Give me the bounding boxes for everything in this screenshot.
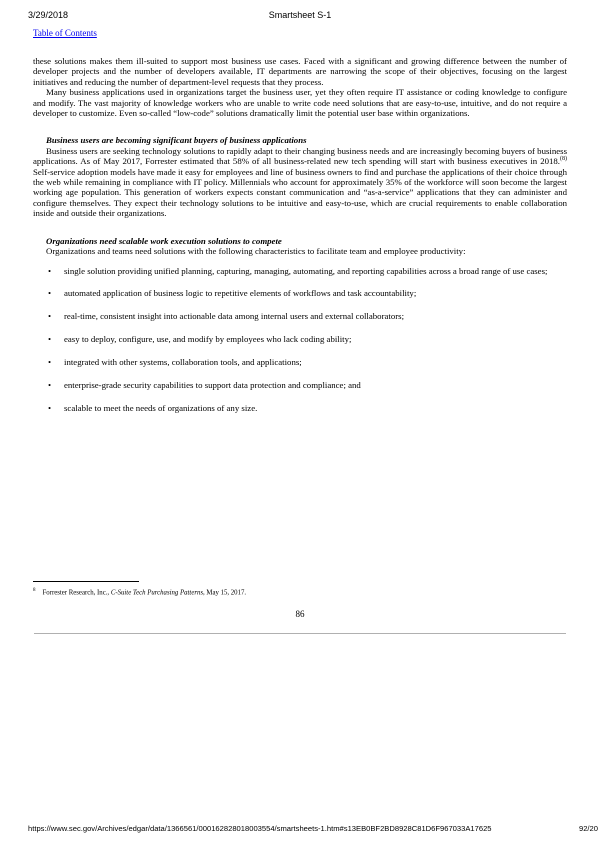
footnote-marker: 8 — [33, 588, 36, 593]
bullet-icon: • — [48, 402, 52, 413]
list-item — [33, 266, 567, 276]
page-bottom-divider — [34, 633, 566, 634]
list-item-text: integrated with other systems, collaboration tools, and applications; — [64, 357, 302, 368]
footnote-text: , May 15, 2017. — [203, 589, 247, 597]
page-number: 86 — [295, 609, 305, 619]
print-header-title: Smartsheet S-1 — [268, 10, 332, 20]
print-header-date: 3/29/2018 — [28, 10, 69, 20]
list-item — [33, 311, 567, 321]
paragraph-text: Business users are seeking technology solutions to rapidly adapt to their changing business needs and are increasingly becoming buyers of business applications. As of May 2017, Forrester estimated that 58% of all business-related new tech spending will start with business executives in 2018. — [33, 145, 567, 167]
list-item — [33, 357, 567, 367]
bullet-icon: • — [48, 334, 52, 345]
footnote-divider — [33, 581, 139, 582]
list-item — [33, 334, 567, 344]
bullet-icon: • — [48, 265, 52, 276]
footer-url: https://www.sec.gov/Archives/edgar/data/1366561/000162828018003554/smartsheets-1.htm#s13EB0BF2BD8928C81D6F967033A17625 — [28, 824, 492, 833]
footnote-text: Forrester Research, Inc., — [42, 589, 111, 597]
section-heading: Business users are becoming significant buyers of business applications — [46, 135, 307, 146]
footnote-cited-title: C-Suite Tech Purchasing Patterns — [110, 589, 204, 597]
list-item-text: enterprise-grade security capabilities to support data protection and compliance; and — [64, 380, 361, 391]
table-of-contents-link[interactable]: Table of Contents — [33, 28, 97, 38]
table-of-contents — [33, 28, 97, 38]
paragraph: these solutions makes them ill-suited to support most business use cases. Faced with a significant and growing difference between the number of developer projects and the number of developers available, IT departments are narrowing the scope of their objectives, focusing on the largest initiatives and reducing the number of department-level requests that they process. — [33, 56, 567, 87]
list-item — [33, 288, 567, 298]
list-item-text: single solution providing unified planning, capturing, managing, automating, and reporting capabilities across a broad range of use cases; — [64, 265, 548, 276]
list-item-text: real-time, consistent insight into actionable data among internal users and external collaborators; — [64, 311, 405, 322]
paragraph: Organizations and teams need solutions with the following characteristics to facilitate team and employee productivity: — [46, 246, 466, 257]
list-item — [33, 380, 567, 390]
footer-page-indicator: 92/20 — [578, 824, 598, 833]
bullet-icon: • — [48, 357, 52, 368]
section-heading: Organizations need scalable work execution solutions to compete — [46, 235, 282, 246]
bullet-icon: • — [48, 311, 52, 322]
paragraph: Many business applications used in organizations target the business user, yet they often require IT assistance or coding knowledge to configure and modify. The vast majority of knowledge workers who are unable to write code need solutions that are easy-to-use, intuitive, and do not require a developer to customize. Even so-called “low-code” solutions dramatically limit the potential user base within organizations. — [33, 87, 567, 119]
footnote — [33, 588, 567, 596]
list-item-text: automated application of business logic to repetitive elements of workflows and task accountability; — [64, 288, 417, 299]
bullet-icon: • — [48, 380, 52, 391]
paragraph-text: Self-service adoption models have made it easy for employees and line of business owners to find and purchase the applications of their choice through the web while remaining in compliance with IT policy. Millennials who account for approximately 35% of the workforce will soon become the largest working age population. This generation of workers expects constant communication and “as-a-service” applications that they can administer and configure themselves. They expect their technology solutions to be intuitive and easy-to-use, which are crucial requirements to enable collaboration inside and outside their organizations. — [33, 166, 567, 219]
list-item — [33, 403, 567, 413]
document-body — [33, 56, 567, 426]
footnote-block — [33, 581, 567, 596]
list-item-text: easy to deploy, configure, use, and modify by employees who lack coding ability; — [64, 334, 352, 345]
paragraph — [33, 146, 567, 219]
list-item-text: scalable to meet the needs of organizations of any size. — [64, 402, 258, 413]
bullet-list — [33, 266, 567, 414]
footnote-reference: (8) — [560, 156, 567, 163]
bullet-icon: • — [48, 288, 52, 299]
